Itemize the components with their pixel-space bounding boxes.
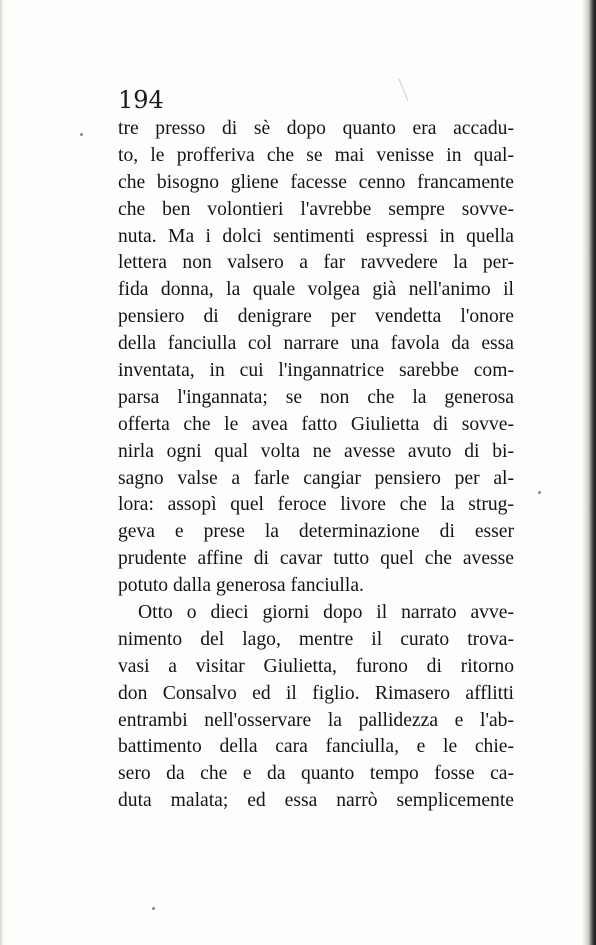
text-line: vasi a visitar Giulietta, furono di ritorno — [118, 655, 514, 677]
text-line: geva e prese la determinazione di esser — [118, 521, 514, 543]
text-line: lettera non valsero a far ravvedere la per- — [118, 252, 514, 274]
page-speck — [538, 491, 541, 494]
text-line: pensiero di denigrare per vendetta l'onore — [118, 306, 514, 328]
text-line: fida donna, la quale volgea già nell'animo il — [118, 279, 514, 301]
text-line: nimento del lago, mentre il curato trova- — [118, 628, 514, 650]
text-line: nirla ogni qual volta ne avesse avuto di bi- — [118, 440, 514, 462]
text-line: lora: assopì quel feroce livore che la strug- — [118, 494, 514, 516]
text-line: che bisogno gliene facesse cenno francamente — [118, 171, 514, 193]
text-line: nuta. Ma i dolci sentimenti espressi in quella — [118, 225, 514, 247]
page-number: 194 — [118, 86, 164, 114]
page-left-edge — [0, 0, 4, 945]
text-line: potuto dalla generosa fanciulla. — [118, 575, 364, 597]
text-line: della fanciulla col narrare una favola da essa — [118, 333, 514, 355]
paragraph-2 — [118, 600, 514, 815]
text-line: offerta che le avea fatto Giulietta di sovve- — [118, 413, 514, 435]
text-line: inventata, in cui l'ingannatrice sarebbe com- — [118, 360, 514, 382]
text-line: Otto o dieci giorni dopo il narrato avve- — [138, 602, 514, 624]
text-line: to, le profferiva che se mai venisse in qual- — [118, 144, 514, 166]
text-line: che ben volontieri l'avrebbe sempre sovve- — [118, 198, 514, 220]
text-line: entrambi nell'osservare la pallidezza e l'ab- — [118, 709, 514, 731]
page-gutter-shadow — [582, 0, 596, 945]
text-line: don Consalvo ed il figlio. Rimasero afflitti — [118, 682, 514, 704]
text-line: sagno valse a farle cangiar pensiero per al- — [118, 467, 514, 489]
text-line: battimento della cara fanciulla, e le chie- — [118, 736, 514, 758]
text-line: parsa l'ingannata; se non che la generosa — [118, 386, 514, 408]
text-line: tre presso di sè dopo quanto era accadu- — [118, 118, 514, 139]
text-line: prudente affine di cavar tutto quel che avesse — [118, 548, 514, 570]
paragraph-1 — [118, 116, 514, 600]
body-text — [118, 116, 514, 815]
text-line: duta malata; ed essa narrò semplicemente — [118, 790, 514, 812]
page-speck — [80, 133, 83, 136]
page-speck — [152, 907, 155, 910]
page-mark — [399, 79, 409, 102]
text-line: sero da che e da quanto tempo fosse ca- — [118, 763, 514, 785]
